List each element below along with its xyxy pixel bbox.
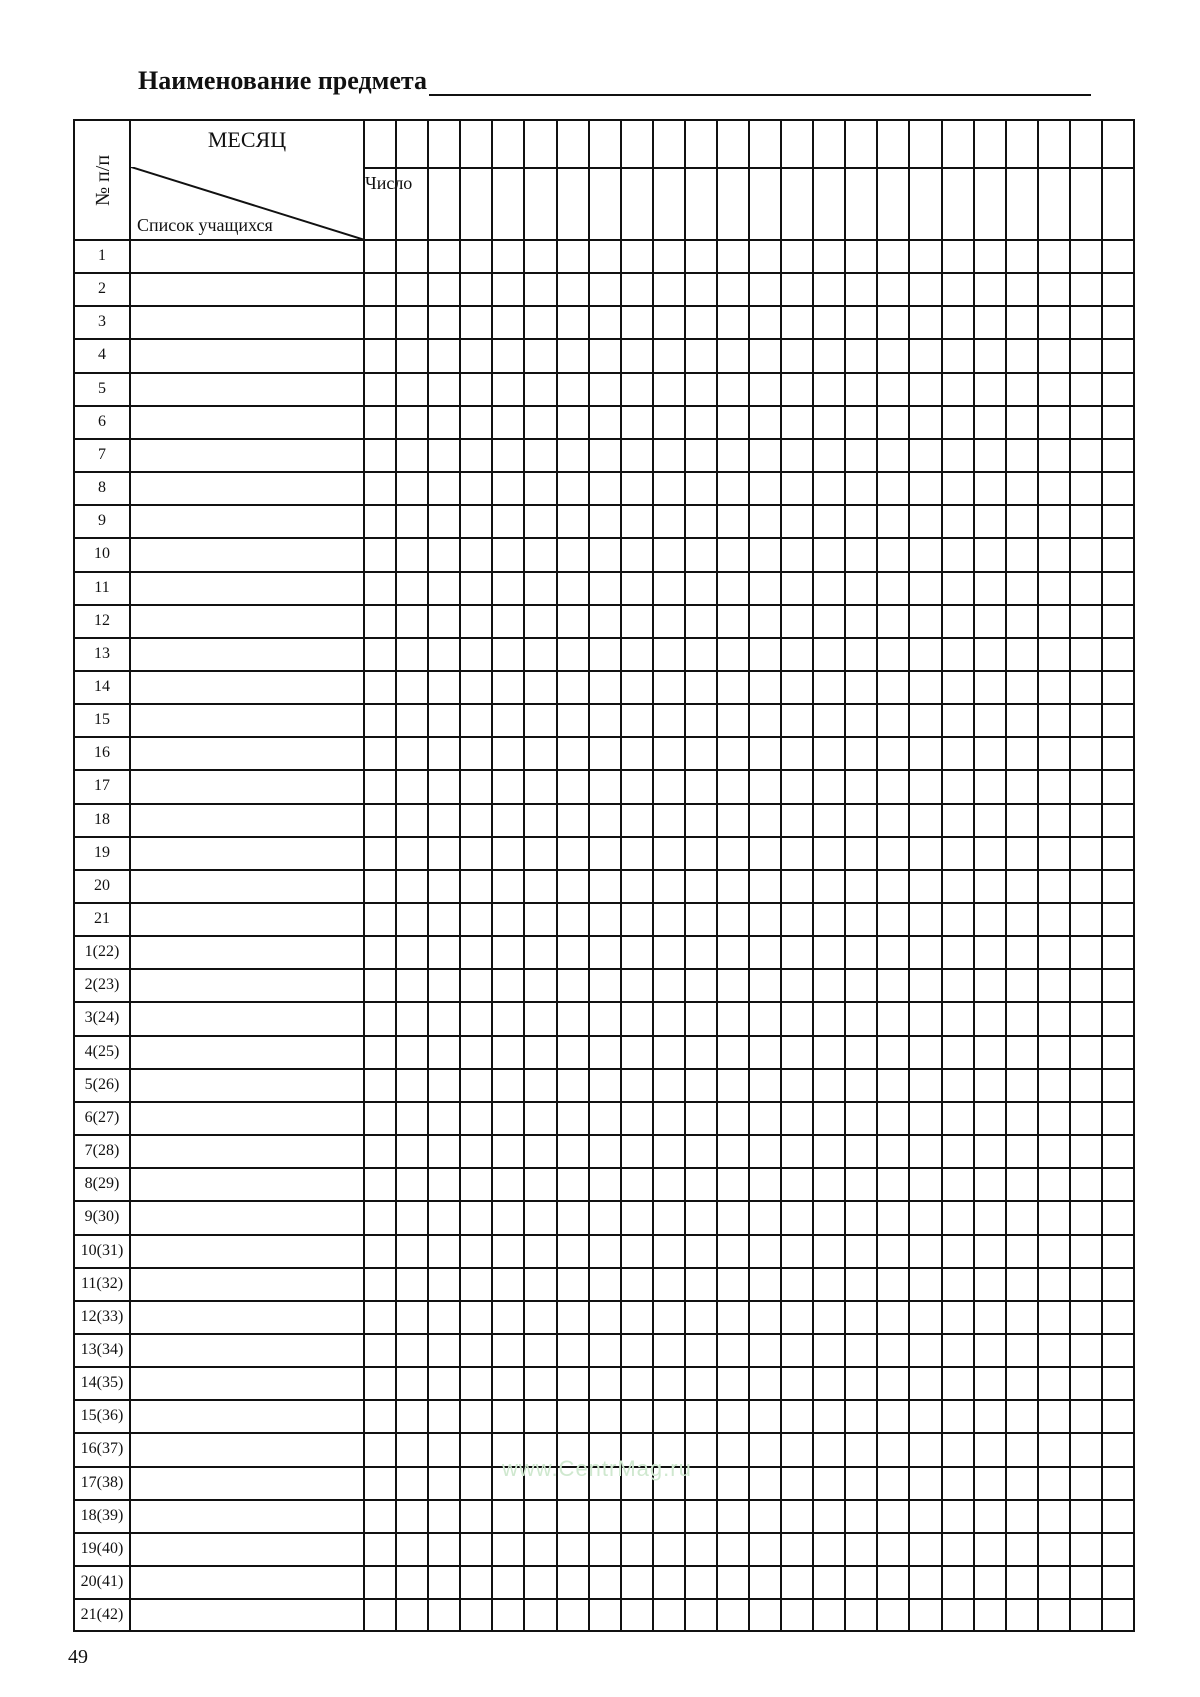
subject-title-row: [138, 66, 1091, 96]
row-number: 7(28): [84, 1142, 120, 1160]
row-number: 5(26): [84, 1075, 120, 1093]
row-number: 15(36): [80, 1407, 124, 1425]
day-column-line: [1005, 121, 1007, 1630]
row-line: [75, 703, 1133, 705]
row-number: 19(40): [80, 1539, 124, 1557]
row-number: 8(29): [84, 1175, 120, 1193]
row-line: [75, 769, 1133, 771]
row-number: 14(35): [80, 1374, 124, 1392]
day-column-line: [1037, 121, 1039, 1630]
row-number: 19: [94, 843, 110, 861]
row-number: 6(27): [84, 1108, 120, 1126]
row-line: [75, 1499, 1133, 1501]
day-column-line: [556, 121, 558, 1630]
row-line: [75, 1267, 1133, 1269]
day-column-line: [588, 121, 590, 1630]
attendance-grid: [73, 119, 1135, 1632]
row-number: 21(42): [80, 1606, 124, 1624]
day-column-line: [908, 121, 910, 1630]
row-number: 20(41): [80, 1573, 124, 1590]
row-number: 10(31): [80, 1241, 124, 1259]
row-line: [75, 537, 1133, 539]
row-number: 5: [98, 379, 106, 397]
row-number: 4: [98, 346, 106, 364]
day-column-line: [1101, 121, 1103, 1630]
day-column-line: [491, 121, 493, 1630]
row-number: 3: [98, 313, 106, 331]
row-line: [75, 670, 1133, 672]
row-number: 1(22): [84, 943, 120, 961]
page-number: 49: [68, 1646, 88, 1668]
row-line: [75, 1333, 1133, 1335]
row-number: 11(32): [80, 1274, 124, 1292]
row-line: [75, 1134, 1133, 1136]
row-line: [75, 1300, 1133, 1302]
row-line: [75, 305, 1133, 307]
day-column-line: [652, 121, 654, 1630]
day-column-line: [716, 121, 718, 1630]
row-line: [75, 968, 1133, 970]
row-number: 14: [94, 677, 110, 695]
row-line: [75, 338, 1133, 340]
row-number: 12(33): [80, 1307, 124, 1325]
day-column-line: [395, 121, 397, 1630]
row-number: 13: [94, 644, 110, 662]
row-line: [75, 405, 1133, 407]
row-number: 21: [94, 910, 110, 927]
row-line: [75, 1532, 1133, 1534]
row-line: [75, 637, 1133, 639]
day-column-line: [780, 121, 782, 1630]
row-line: [75, 803, 1133, 805]
row-number: 6: [98, 412, 106, 430]
row-line: [75, 1035, 1133, 1037]
row-line: [75, 869, 1133, 871]
day-column-line: [684, 121, 686, 1630]
day-column-line: [620, 121, 622, 1630]
row-line: [75, 438, 1133, 440]
watermark: www.CentrMag.ru: [502, 1456, 692, 1481]
subject-name-blank[interactable]: [429, 68, 1091, 96]
header-diagonal: [131, 167, 365, 241]
row-line: [75, 504, 1133, 506]
row-line: [75, 1366, 1133, 1368]
column-divider-name: [363, 121, 365, 1630]
row-number: 18(39): [80, 1506, 124, 1524]
row-line: [75, 1598, 1133, 1600]
row-line: [75, 372, 1133, 374]
day-column-line: [1069, 121, 1071, 1630]
row-number: 1: [98, 247, 106, 264]
row-number: 4(25): [84, 1042, 120, 1060]
row-line: [75, 571, 1133, 573]
row-number: 17: [94, 777, 110, 795]
column-divider-index: [129, 121, 131, 1630]
day-column-line: [876, 121, 878, 1630]
row-line: [75, 1399, 1133, 1401]
row-number: 2: [98, 280, 106, 298]
row-line: [75, 604, 1133, 606]
row-line: [75, 1432, 1133, 1434]
row-line: [75, 1101, 1133, 1103]
row-number: 20: [94, 876, 110, 894]
month-header: МЕСЯЦ: [207, 127, 287, 152]
row-line: [75, 902, 1133, 904]
day-column-line: [427, 121, 429, 1630]
month-row-line: [363, 167, 1133, 169]
row-number: 8: [98, 479, 106, 497]
row-number: 10: [94, 545, 110, 563]
row-number: 15: [94, 711, 110, 729]
row-line: [75, 1200, 1133, 1202]
row-number: 3(24): [84, 1009, 120, 1027]
day-column-line: [748, 121, 750, 1630]
row-line: [75, 1001, 1133, 1003]
day-column-line: [844, 121, 846, 1630]
row-number: 13(34): [80, 1340, 124, 1358]
day-column-line: [973, 121, 975, 1630]
day-column-line: [459, 121, 461, 1630]
row-number: 9(30): [84, 1208, 120, 1226]
subject-title: Наименование предмета: [138, 66, 427, 95]
day-column-line: [523, 121, 525, 1630]
row-line: [75, 471, 1133, 473]
row-number: 12: [94, 611, 110, 629]
date-header: Число: [365, 173, 413, 193]
row-line: [75, 1068, 1133, 1070]
day-column-line: [941, 121, 943, 1630]
row-number: 16(37): [80, 1440, 124, 1458]
row-number: 7: [98, 445, 106, 463]
row-number: 17(38): [80, 1473, 124, 1491]
row-number: 18: [94, 810, 110, 828]
student-list-header: Список учащихся: [137, 215, 273, 235]
row-line: [75, 1565, 1133, 1567]
row-number: 16: [94, 744, 110, 762]
row-line: [75, 736, 1133, 738]
day-column-line: [812, 121, 814, 1630]
header-bottom-line: [75, 239, 1133, 241]
row-number: 2(23): [84, 976, 120, 994]
row-line: [75, 1234, 1133, 1236]
row-line: [75, 272, 1133, 274]
index-header-label: № п/п: [92, 154, 115, 206]
row-line: [75, 1167, 1133, 1169]
row-number: 9: [98, 512, 106, 530]
row-number: 11: [94, 578, 110, 596]
row-line: [75, 836, 1133, 838]
index-header: [77, 121, 131, 239]
row-line: [75, 935, 1133, 937]
